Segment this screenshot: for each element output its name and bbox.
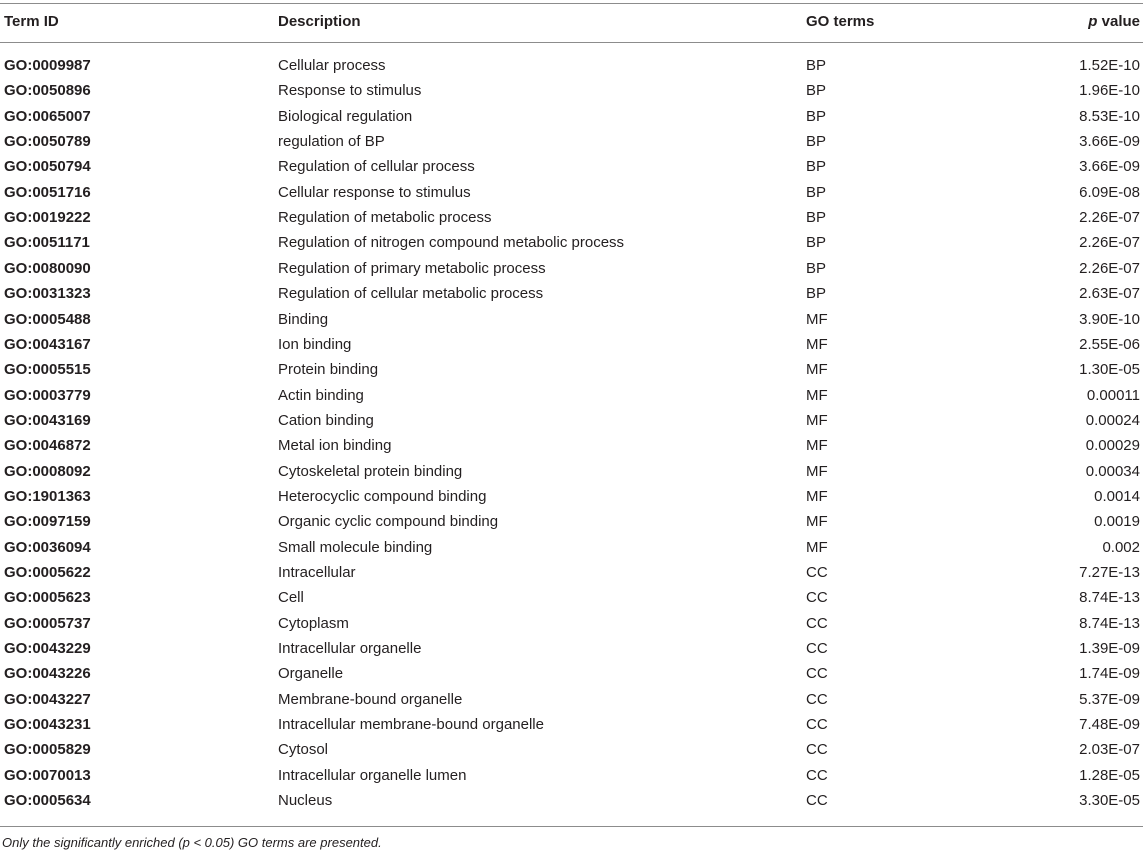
term-id-cell: GO:0005488 <box>4 311 91 328</box>
description-cell: Regulation of cellular metabolic process <box>278 285 544 302</box>
term-id-cell: GO:0031323 <box>4 285 91 302</box>
go-term-cell: CC <box>806 767 828 784</box>
go-term-cell: CC <box>806 564 828 581</box>
description-cell: Organic cyclic compound binding <box>278 513 499 530</box>
p-value-cell: 0.00029 <box>1085 437 1140 454</box>
description-cell: Binding <box>278 311 329 328</box>
description-cell: Cytoskeletal protein binding <box>278 463 463 480</box>
term-id-cell: GO:0009987 <box>4 57 91 74</box>
p-value-cell: 1.74E-09 <box>1079 665 1140 682</box>
table-top-rule <box>0 3 1143 4</box>
description-cell: Biological regulation <box>278 108 413 125</box>
description-cell: Small molecule binding <box>278 539 433 556</box>
term-id-cell: GO:0043229 <box>4 640 91 657</box>
description-cell: Nucleus <box>278 792 333 809</box>
go-term-cell: CC <box>806 589 828 606</box>
header-p-word: value <box>1097 13 1140 30</box>
go-term-cell: BP <box>806 260 827 277</box>
p-value-cell: 7.27E-13 <box>1079 564 1140 581</box>
go-term-cell: MF <box>806 311 828 328</box>
p-value-cell: 8.74E-13 <box>1079 615 1140 632</box>
p-value-cell: 2.26E-07 <box>1079 234 1140 251</box>
p-value-cell: 3.90E-10 <box>1079 311 1140 328</box>
p-value-cell: 6.09E-08 <box>1079 184 1140 201</box>
p-value-cell: 0.00024 <box>1085 412 1140 429</box>
go-term-cell: MF <box>806 488 828 505</box>
go-term-cell: BP <box>806 133 827 150</box>
go-term-cell: BP <box>806 82 827 99</box>
p-value-cell: 3.30E-05 <box>1079 792 1140 809</box>
description-cell: Cytoplasm <box>278 615 349 632</box>
go-term-cell: CC <box>806 640 828 657</box>
description-cell: Protein binding <box>278 361 379 378</box>
go-term-cell: MF <box>806 361 828 378</box>
term-id-cell: GO:0008092 <box>4 463 91 480</box>
term-id-cell: GO:0003779 <box>4 387 91 404</box>
go-term-cell: BP <box>806 184 827 201</box>
go-term-cell: BP <box>806 234 827 251</box>
go-term-cell: MF <box>806 539 828 556</box>
description-cell: regulation of BP <box>278 133 385 150</box>
term-id-cell: GO:0043226 <box>4 665 91 682</box>
description-cell: Intracellular organelle <box>278 640 422 657</box>
p-value-cell: 8.53E-10 <box>1079 108 1140 125</box>
description-cell: Intracellular membrane-bound organelle <box>278 716 544 733</box>
go-term-cell: MF <box>806 513 828 530</box>
term-id-cell: GO:0005623 <box>4 589 91 606</box>
term-id-cell: GO:0051171 <box>4 234 90 251</box>
description-cell: Heterocyclic compound binding <box>278 488 487 505</box>
term-id-cell: GO:0005622 <box>4 564 91 581</box>
go-term-cell: CC <box>806 792 828 809</box>
go-term-cell: MF <box>806 336 828 353</box>
p-value-cell: 1.30E-05 <box>1079 361 1140 378</box>
go-term-cell: MF <box>806 437 828 454</box>
term-id-cell: GO:0050794 <box>4 158 91 175</box>
description-cell: Cell <box>278 589 304 606</box>
go-term-cell: CC <box>806 615 828 632</box>
go-term-cell: MF <box>806 387 828 404</box>
header-description: Description <box>278 13 361 30</box>
go-term-cell: MF <box>806 412 828 429</box>
description-cell: Intracellular organelle lumen <box>278 767 467 784</box>
go-term-cell: MF <box>806 463 828 480</box>
term-id-cell: GO:0070013 <box>4 767 91 784</box>
description-cell: Cellular process <box>278 57 386 74</box>
go-term-cell: CC <box>806 716 828 733</box>
term-id-cell: GO:0050789 <box>4 133 91 150</box>
table-header-rule <box>0 42 1143 43</box>
description-cell: Response to stimulus <box>278 82 422 99</box>
p-value-cell: 0.0019 <box>1094 513 1140 530</box>
term-id-cell: GO:0080090 <box>4 260 91 277</box>
description-cell: Cytosol <box>278 741 329 758</box>
description-cell: Regulation of primary metabolic process <box>278 260 546 277</box>
description-cell: Cellular response to stimulus <box>278 184 471 201</box>
go-term-cell: CC <box>806 691 828 708</box>
p-value-cell: 2.03E-07 <box>1079 741 1140 758</box>
term-id-cell: GO:0043227 <box>4 691 91 708</box>
p-value-cell: 5.37E-09 <box>1079 691 1140 708</box>
go-term-cell: CC <box>806 741 828 758</box>
go-term-cell: CC <box>806 665 828 682</box>
description-cell: Actin binding <box>278 387 364 404</box>
go-term-cell: BP <box>806 285 827 302</box>
term-id-cell: GO:0043231 <box>4 716 91 733</box>
term-id-cell: GO:0046872 <box>4 437 91 454</box>
header-go-terms: GO terms <box>806 13 875 30</box>
header-p-value <box>1088 13 1140 31</box>
p-value-cell: 1.52E-10 <box>1079 57 1140 74</box>
go-term-cell: BP <box>806 57 827 74</box>
table-footnote: Only the significantly enriched (p < 0.05) GO terms are presented. <box>2 835 382 850</box>
p-value-cell: 0.002 <box>1102 539 1140 556</box>
term-id-cell: GO:0005737 <box>4 615 91 632</box>
description-cell: Regulation of metabolic process <box>278 209 492 226</box>
go-term-cell: BP <box>806 209 827 226</box>
go-term-cell: BP <box>806 108 827 125</box>
description-cell: Metal ion binding <box>278 437 392 454</box>
term-id-cell: GO:0065007 <box>4 108 91 125</box>
description-cell: Regulation of cellular process <box>278 158 475 175</box>
header-term-id: Term ID <box>4 13 59 30</box>
p-value-cell: 0.00034 <box>1085 463 1140 480</box>
go-term-cell: BP <box>806 158 827 175</box>
table-bottom-rule <box>0 826 1143 827</box>
description-cell: Regulation of nitrogen compound metabolic process <box>278 234 625 251</box>
term-id-cell: GO:0036094 <box>4 539 91 556</box>
term-id-cell: GO:0005634 <box>4 792 91 809</box>
p-value-cell: 8.74E-13 <box>1079 589 1140 606</box>
p-value-cell: 2.26E-07 <box>1079 260 1140 277</box>
term-id-cell: GO:0043169 <box>4 412 91 429</box>
term-id-cell: GO:1901363 <box>4 488 91 505</box>
description-cell: Membrane-bound organelle <box>278 691 463 708</box>
description-cell: Ion binding <box>278 336 352 353</box>
p-value-cell: 7.48E-09 <box>1079 716 1140 733</box>
term-id-cell: GO:0019222 <box>4 209 91 226</box>
p-value-cell: 0.0014 <box>1094 488 1140 505</box>
term-id-cell: GO:0051716 <box>4 184 91 201</box>
term-id-cell: GO:0043167 <box>4 336 91 353</box>
description-cell: Organelle <box>278 665 344 682</box>
term-id-cell: GO:0050896 <box>4 82 91 99</box>
p-value-cell: 1.28E-05 <box>1079 767 1140 784</box>
header-p-letter: p <box>1088 13 1098 30</box>
p-value-cell: 3.66E-09 <box>1079 158 1140 175</box>
p-value-cell: 2.63E-07 <box>1079 285 1140 302</box>
term-id-cell: GO:0097159 <box>4 513 91 530</box>
p-value-cell: 1.39E-09 <box>1079 640 1140 657</box>
p-value-cell: 0.00011 <box>1086 387 1140 404</box>
p-value-cell: 2.26E-07 <box>1079 209 1140 226</box>
description-cell: Cation binding <box>278 412 374 429</box>
p-value-cell: 2.55E-06 <box>1079 336 1140 353</box>
term-id-cell: GO:0005515 <box>4 361 91 378</box>
description-cell: Intracellular <box>278 564 356 581</box>
p-value-cell: 1.96E-10 <box>1079 82 1140 99</box>
term-id-cell: GO:0005829 <box>4 741 91 758</box>
p-value-cell: 3.66E-09 <box>1079 133 1140 150</box>
